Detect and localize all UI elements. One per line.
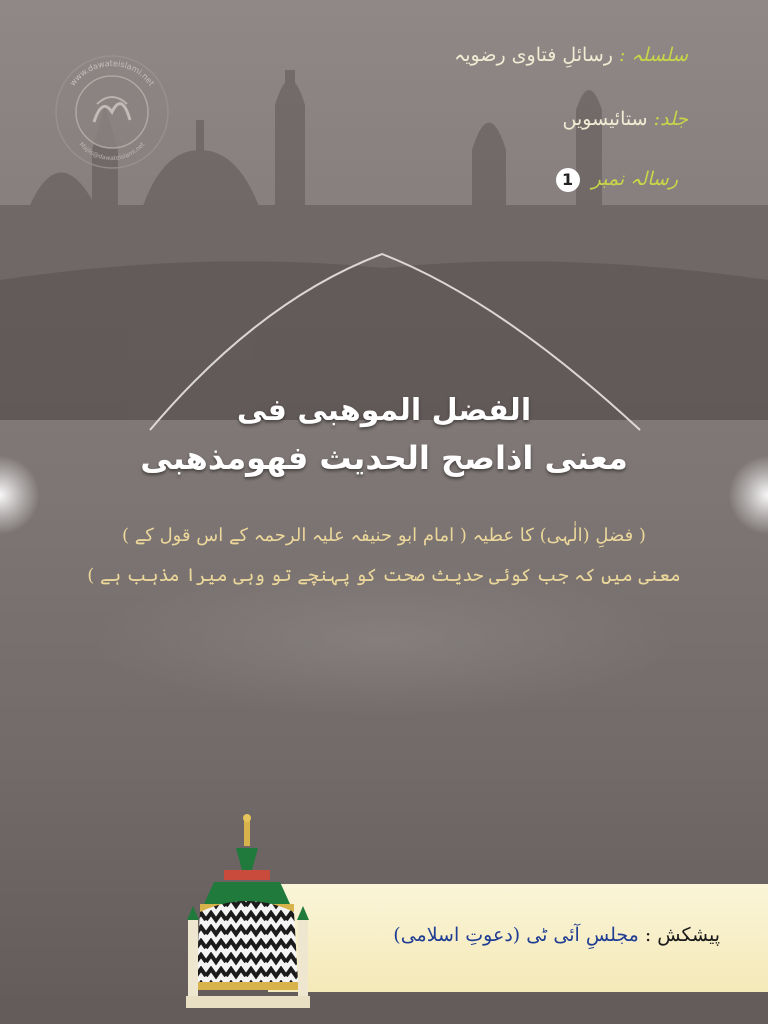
title-line-1: الفضل الموهبی فی: [236, 393, 532, 428]
series-value: رسائلِ فتاوی رضویہ: [454, 44, 613, 66]
series-line: [454, 44, 688, 66]
dawateislami-logo: [52, 52, 172, 172]
treatise-number-line: [556, 168, 678, 192]
volume-value: ستائیسویں: [562, 108, 648, 130]
presenter-credit: [393, 924, 720, 946]
volume-line: [563, 108, 688, 130]
subtitle-line-2: معنی میں کہ جب کوئی حدیث صحت کو پہنچے تو وہی میرا مذہب ہے ): [87, 565, 681, 586]
series-label: سلسلہ :: [618, 44, 688, 66]
subtitle-line-1: ( فضلِ (الٰہی) کا عطیہ ( امام ابو حنیفہ علیہ الرحمہ کے اس قول کے ): [122, 525, 646, 546]
presenter-organization: مجلسِ آئی ٹی (دعوتِ اسلامی): [393, 924, 639, 946]
book-title: [0, 388, 768, 482]
presenter-bar: [268, 884, 768, 992]
green-dome-shrine-image: [186, 812, 326, 1008]
volume-label: جلد:: [653, 108, 688, 130]
treatise-number-label: رسالہ نمبر: [591, 168, 678, 190]
logo-ring-bottom-text: Majlis@dawateislami.net: [77, 141, 147, 163]
title-line-2: معنی اذاصح الحدیث فهومذهبی: [140, 439, 628, 477]
book-subtitle: [0, 516, 768, 596]
treatise-number-badge: 1: [556, 168, 580, 192]
presenter-label: پیشکش :: [644, 924, 720, 946]
logo-ring-top-text: www.dawateislami.net: [68, 58, 156, 88]
